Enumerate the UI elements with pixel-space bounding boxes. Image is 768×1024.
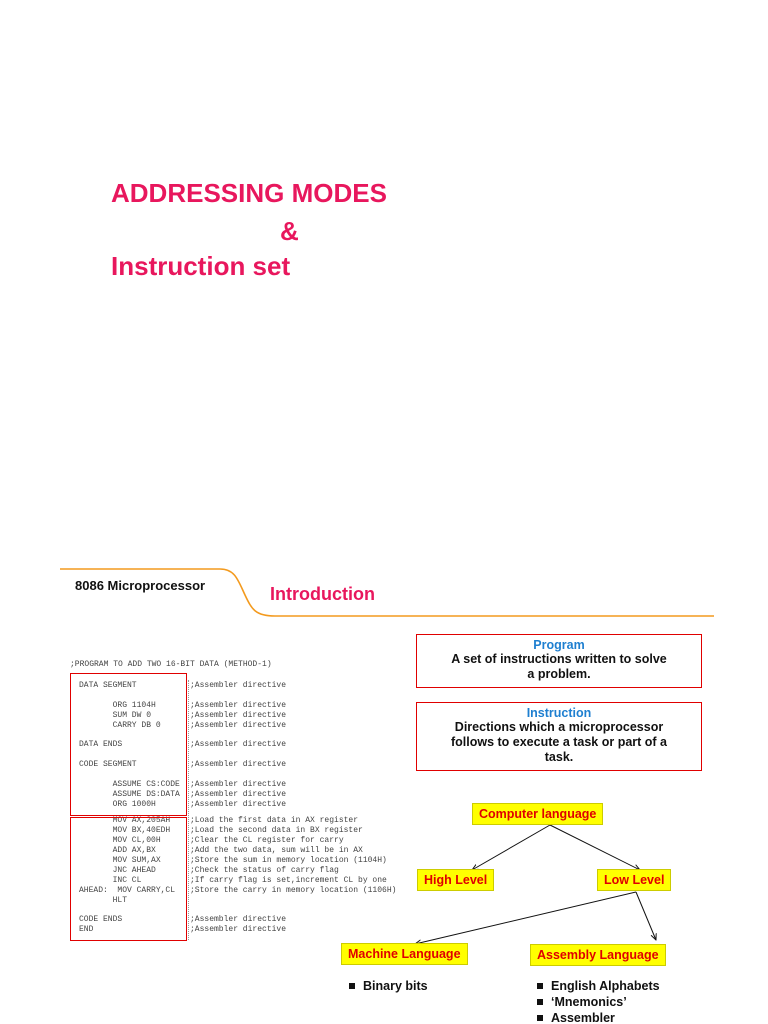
slide-title: Introduction [270,584,375,604]
code-instruction: DATA SEGMENT [79,681,137,690]
computer-language-node: Computer language [472,803,603,825]
program-text-2: a problem. [527,667,591,681]
assembly-bullet-text: English Alphabets [551,979,660,993]
code-comment: ;If carry flag is set,increment CL by one [190,876,387,885]
code-comment: ;Clear the CL register for carry [190,836,344,845]
code-comment: ;Assembler directive [190,760,287,769]
bullet-square-icon [537,999,543,1005]
code-instruction: JNC AHEAD [79,866,156,875]
assembly-bullet-text: ‘Mnemonics’ [551,995,627,1009]
code-instruction: AHEAD: MOV CARRY,CL [79,886,176,895]
code-comment: ;Load the second data in BX register [190,826,363,835]
instruction-text-1: Directions which a microprocessor [454,720,664,734]
code-comment: ;Load the first data in AX register [190,816,359,825]
code-instruction: MOV AX,205AH [79,816,171,825]
title-line-1: ADDRESSING MODES [111,178,387,208]
machine-bullet [349,979,428,993]
code-comment: ;Assembler directive [190,800,287,809]
code-comment: ;Assembler directive [190,925,287,934]
code-instruction: HLT [79,896,128,905]
code-comment: ;Check the status of carry flag [190,866,339,875]
assembly-language-node: Assembly Language [530,944,666,966]
code-instruction: MOV BX,40EDH [79,826,171,835]
bullet-square-icon [537,983,543,989]
assembly-bullet [537,979,660,994]
code-instruction: ORG 1000H [79,800,156,809]
code-comment: ;Assembler directive [190,711,287,720]
code-instruction: ASSUME CS:CODE [79,780,180,789]
code-comment: ;Assembler directive [190,790,287,799]
code-comment: ;Assembler directive [190,681,287,690]
instruction-text-2: follows to execute a task or part of a [450,735,668,749]
bullet-square-icon [537,1015,543,1021]
code-comment: ;Store the sum in memory location (1104H) [190,856,387,865]
code-instruction: DATA ENDS [79,740,123,749]
introduction-slide [60,560,714,1024]
instruction-text-3: task. [544,750,574,764]
code-instruction: INC CL [79,876,142,885]
code-comment: ;Assembler directive [190,740,287,749]
code-instruction: CARRY DB 0 [79,721,161,730]
assembly-bullets [537,979,660,1024]
code-comment: ;Assembler directive [190,701,287,710]
title-line-3: Instruction set [111,251,291,281]
high-level-node: High Level [417,869,494,891]
code-instruction: CODE ENDS [79,915,123,924]
assembly-bullet-text: Assembler [551,1011,615,1024]
title-ampersand: & [280,216,299,246]
machine-bullet-text: Binary bits [363,979,428,993]
low-level-node: Low Level [597,869,671,891]
code-instruction: ADD AX,BX [79,846,156,855]
code-comment: ;Assembler directive [190,721,287,730]
code-comment: ;Assembler directive [190,780,287,789]
code-heading: ;PROGRAM TO ADD TWO 16-BIT DATA (METHOD-1) [70,660,272,669]
code-instruction: MOV SUM,AX [79,856,161,865]
assembly-bullet [537,995,660,1010]
code-instruction: ASSUME DS:DATA [79,790,180,799]
machine-language-node: Machine Language [341,943,468,965]
code-comment: ;Assembler directive [190,915,287,924]
code-instruction: CODE SEGMENT [79,760,137,769]
program-heading: Program [533,638,585,652]
bullet-square-icon [349,983,355,989]
program-text-1: A set of instructions written to solve [451,652,667,666]
instruction-heading: Instruction [526,706,592,720]
code-instruction: MOV CL,00H [79,836,161,845]
code-comment: ;Store the carry in memory location (1106H) [190,886,397,895]
code-comment: ;Add the two data, sum will be in AX [190,846,363,855]
assembly-bullet [537,1011,660,1024]
code-instruction: SUM DW 0 [79,711,152,720]
code-instruction: ORG 1104H [79,701,156,710]
code-instruction: END [79,925,94,934]
header-chip: 8086 Microprocessor [75,578,206,593]
